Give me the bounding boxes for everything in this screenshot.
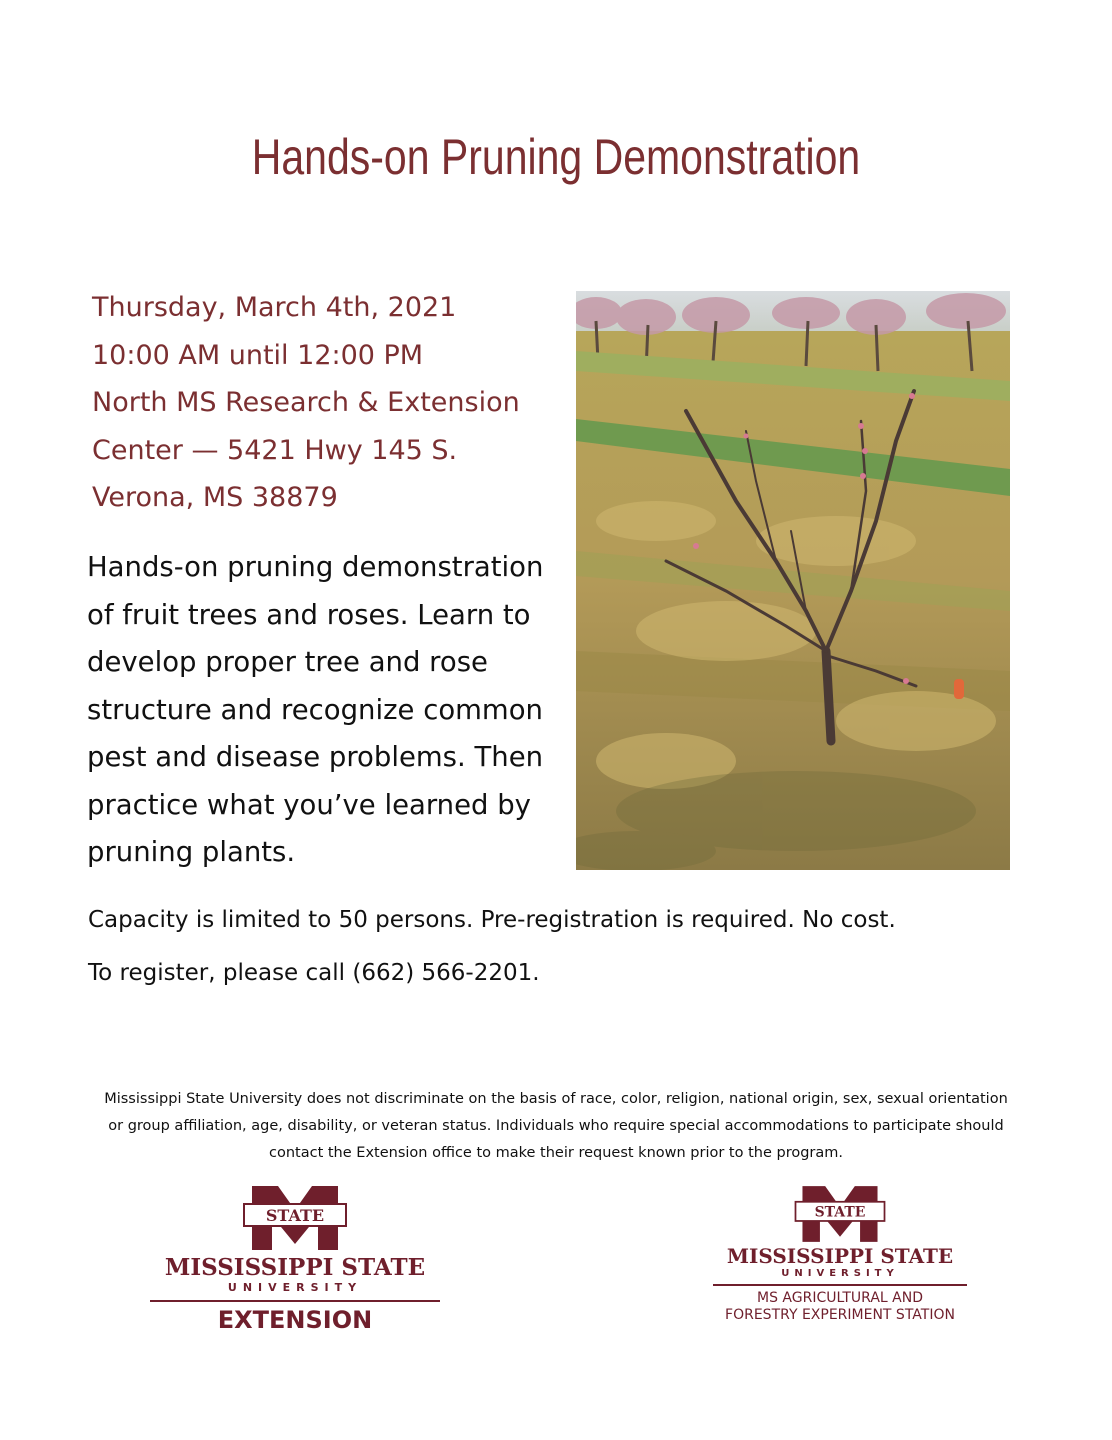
msu-m-state-logo-icon xyxy=(792,1186,888,1242)
logo-university-name: MISSISSIPPI STATE xyxy=(726,1244,954,1268)
event-details xyxy=(92,284,562,522)
capacity-note: Capacity is limited to 50 persons. Pre-registration is required. No cost. xyxy=(88,907,896,933)
logo-unit-name: EXTENSION xyxy=(217,1306,373,1334)
event-location-line2: Center — 5421 Hwy 145 S. xyxy=(92,434,458,466)
event-date: Thursday, March 4th, 2021 xyxy=(92,292,457,323)
page-title: Hands-on Pruning Demonstration xyxy=(251,129,861,185)
logo-university-name: MISSISSIPPI STATE xyxy=(164,1254,426,1281)
disclaimer-line: contact the Extension office to make their request known prior to the program. xyxy=(269,1145,843,1161)
logo-divider xyxy=(713,1284,967,1286)
orchard-photo xyxy=(576,291,1010,870)
msu-mafes-logo xyxy=(713,1186,967,1324)
logo-university-label: UNIVERSITY xyxy=(227,1281,363,1294)
description-line: structure and recognize common xyxy=(87,693,543,726)
disclaimer-line: or group affiliation, age, disability, or veteran status. Individuals who require special accommodations to participate should xyxy=(108,1118,1004,1134)
description-line: Hands-on pruning demonstration xyxy=(87,551,544,583)
description-line: pruning plants. xyxy=(87,836,296,868)
event-description xyxy=(87,544,557,877)
nondiscrimination-statement xyxy=(60,1086,1052,1167)
register-note: To register, please call (662) 566-2201. xyxy=(88,960,540,986)
event-location-line1: North MS Research & Extension xyxy=(92,387,520,418)
logo-state-label: STATE xyxy=(814,1204,866,1221)
description-line: develop proper tree and rose xyxy=(87,646,488,678)
logo-divider xyxy=(150,1300,440,1302)
event-time: 10:00 AM until 12:00 PM xyxy=(92,339,424,371)
logo-university-label: UNIVERSITY xyxy=(781,1268,899,1279)
logo-unit-line1: MS AGRICULTURAL AND xyxy=(757,1290,923,1306)
disclaimer-line: Mississippi State University does not discriminate on the basis of race, color, religion, national origin, sex, sexual orientation xyxy=(104,1091,1008,1107)
msu-m-state-logo-icon xyxy=(240,1186,350,1250)
logo-state-label: STATE xyxy=(265,1206,325,1225)
logo-unit-line2: FORESTRY EXPERIMENT STATION xyxy=(725,1307,955,1323)
msu-extension-logo xyxy=(150,1186,440,1334)
description-line: practice what you’ve learned by xyxy=(87,788,531,821)
description-line: pest and disease problems. Then xyxy=(87,741,544,773)
description-line: of fruit trees and roses. Learn to xyxy=(87,598,531,631)
event-location-line3: Verona, MS 38879 xyxy=(92,482,338,513)
